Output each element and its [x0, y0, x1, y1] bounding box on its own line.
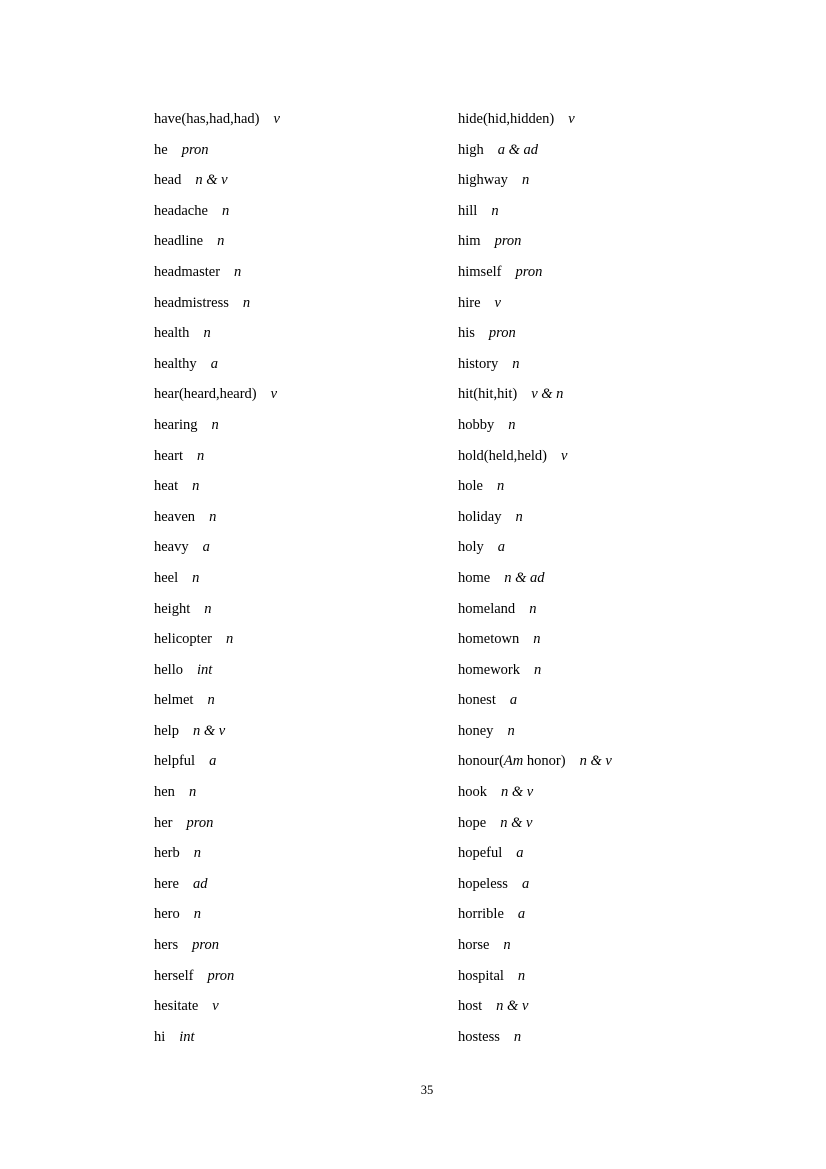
part-of-speech: a: [209, 753, 217, 770]
part-of-speech: n: [513, 1028, 522, 1045]
word-entry: [154, 746, 280, 777]
part-of-speech: n: [196, 447, 205, 464]
word-text: himself: [458, 263, 502, 280]
word-entry: [458, 777, 612, 808]
word-entry: [154, 441, 280, 472]
word-text: highway: [458, 172, 508, 189]
word-text: helicopter: [154, 631, 212, 648]
part-of-speech: int: [197, 661, 213, 678]
word-text: head: [154, 172, 182, 189]
word-text: heaven: [154, 508, 196, 525]
word-entry: [154, 349, 280, 380]
word-text: hopeful: [458, 845, 503, 862]
part-of-speech: n: [512, 355, 520, 372]
word-list-column-left: [154, 104, 280, 1052]
word-entry: [458, 655, 612, 686]
word-text: honey: [458, 722, 494, 739]
word-text: hill: [458, 202, 478, 219]
word-text: heart: [154, 447, 183, 464]
word-text: hit(hit,hit): [458, 386, 518, 403]
word-text: holy: [458, 539, 484, 556]
part-of-speech: n: [192, 478, 200, 495]
part-of-speech: n & v: [195, 172, 228, 189]
part-of-speech: pron: [192, 937, 220, 954]
word-text: horse: [458, 937, 490, 954]
part-of-speech: v: [270, 386, 278, 403]
word-text: him: [458, 233, 481, 250]
word-entry: [458, 563, 612, 594]
part-of-speech: n & v: [501, 784, 534, 801]
word-text: hide(hid,hidden): [458, 111, 555, 127]
word-entry: [458, 532, 612, 563]
word-entry: [154, 226, 280, 257]
word-entry: [154, 685, 280, 716]
part-of-speech: v: [273, 111, 280, 127]
word-entry: [458, 869, 612, 900]
word-entry: [154, 165, 280, 196]
word-text: headmistress: [154, 294, 229, 311]
word-entry: [458, 961, 612, 992]
word-entry: [154, 961, 280, 992]
word-text: hers: [154, 937, 179, 954]
word-text: hear(heard,heard): [154, 386, 257, 403]
word-entry: [154, 104, 280, 135]
part-of-speech: n: [496, 478, 505, 495]
part-of-speech: v: [568, 111, 575, 127]
word-entry: [458, 257, 612, 288]
word-entry: [458, 165, 612, 196]
word-entry: [154, 532, 280, 563]
part-of-speech: n: [209, 508, 217, 525]
part-of-speech: v: [494, 294, 501, 311]
word-text: hire: [458, 294, 481, 311]
word-text: high: [458, 141, 484, 158]
word-entry: [458, 1022, 612, 1053]
word-text: hole: [458, 478, 483, 495]
word-text: hope: [458, 814, 487, 831]
word-text: history: [458, 355, 499, 372]
part-of-speech: pron: [186, 814, 214, 831]
word-text: herself: [154, 967, 194, 984]
word-entry: [458, 502, 612, 533]
part-of-speech: a: [497, 539, 506, 556]
word-entry: [154, 930, 280, 961]
word-text: hen: [154, 784, 175, 801]
word-entry: [458, 226, 612, 257]
word-text: hi: [154, 1028, 166, 1045]
word-text: hold(held,held): [458, 447, 547, 464]
part-of-speech: n & v: [500, 814, 533, 831]
word-entry: [154, 135, 280, 166]
part-of-speech: n: [203, 325, 211, 342]
word-text: height: [154, 600, 191, 617]
part-of-speech: n: [491, 202, 499, 219]
part-of-speech: n: [192, 569, 200, 586]
word-text: homeland: [458, 600, 516, 617]
word-text: heel: [154, 569, 179, 586]
part-of-speech: n: [193, 845, 202, 862]
part-of-speech: n: [517, 967, 526, 984]
word-text: hook: [458, 784, 487, 801]
part-of-speech: v: [561, 447, 568, 464]
word-entry: [458, 471, 612, 502]
part-of-speech: a: [516, 845, 524, 862]
part-of-speech: pron: [181, 141, 209, 158]
word-text: holiday: [458, 508, 502, 525]
word-entry: [154, 777, 280, 808]
word-entry: [154, 624, 280, 655]
word-text: honest: [458, 692, 496, 709]
word-entry: [458, 318, 612, 349]
word-entry: [154, 716, 280, 747]
part-of-speech: v & n: [531, 386, 564, 403]
part-of-speech: n: [533, 631, 541, 648]
word-text: his: [458, 325, 475, 342]
word-text: home: [458, 569, 491, 586]
part-of-speech: ad: [192, 875, 208, 892]
word-entry: [154, 379, 280, 410]
word-entry: [458, 441, 612, 472]
word-entry: [458, 624, 612, 655]
word-text: hospital: [458, 967, 504, 984]
word-entry: [154, 502, 280, 533]
part-of-speech: pron: [207, 967, 235, 984]
word-entry: [154, 594, 280, 625]
word-entry: [458, 196, 612, 227]
word-entry: [458, 349, 612, 380]
word-entry: [458, 379, 612, 410]
word-entry: [154, 318, 280, 349]
part-of-speech: a: [202, 539, 210, 556]
word-text: host: [458, 998, 483, 1015]
part-of-speech: n & ad: [504, 569, 545, 586]
word-entry: [154, 257, 280, 288]
part-of-speech: n: [507, 722, 515, 739]
word-text: horrible: [458, 906, 504, 923]
word-text: hearing: [154, 416, 198, 433]
part-of-speech: n: [242, 294, 251, 311]
word-entry: [458, 991, 612, 1022]
word-text: honour(Am honor): [458, 753, 566, 770]
part-of-speech: a: [509, 692, 518, 709]
word-text: her: [154, 814, 173, 831]
part-of-speech: n: [193, 906, 202, 923]
part-of-speech: a: [521, 875, 530, 892]
page-number: 35: [420, 1083, 434, 1097]
word-text: hopeless: [458, 875, 508, 892]
part-of-speech: n: [534, 661, 542, 678]
word-entry: [154, 563, 280, 594]
part-of-speech: a: [517, 906, 526, 923]
word-entry: [458, 288, 612, 319]
part-of-speech: n: [221, 202, 230, 219]
part-of-speech: n: [207, 692, 215, 709]
word-entry: [458, 685, 612, 716]
part-of-speech: a: [210, 355, 218, 372]
word-entry: [154, 991, 280, 1022]
word-text: hometown: [458, 631, 520, 648]
word-entry: [458, 746, 612, 777]
word-text: hero: [154, 906, 180, 923]
part-of-speech: n: [211, 416, 219, 433]
part-of-speech: n: [503, 937, 511, 954]
word-entry: [458, 808, 612, 839]
word-entry: [458, 930, 612, 961]
word-text: headline: [154, 233, 204, 250]
word-entry: [458, 104, 612, 135]
word-entry: [154, 410, 280, 441]
word-text: headache: [154, 202, 208, 219]
part-of-speech: n: [225, 631, 234, 648]
word-entry: [458, 135, 612, 166]
part-of-speech: a & ad: [497, 141, 539, 158]
part-of-speech: pron: [494, 233, 522, 250]
word-text: hostess: [458, 1028, 500, 1045]
word-text: helpful: [154, 753, 196, 770]
word-text: have(has,had,had): [154, 111, 260, 127]
word-text: help: [154, 722, 179, 739]
word-text: homework: [458, 661, 521, 678]
word-text: herb: [154, 845, 180, 862]
part-of-speech: n: [521, 172, 530, 189]
part-of-speech: n & v: [496, 998, 529, 1015]
word-entry: [154, 471, 280, 502]
word-text: health: [154, 325, 190, 342]
word-entry: [154, 869, 280, 900]
word-entry: [154, 1022, 280, 1053]
part-of-speech: n: [508, 416, 516, 433]
word-entry: [154, 808, 280, 839]
word-entry: [154, 196, 280, 227]
word-text: heavy: [154, 539, 189, 556]
word-entry: [154, 899, 280, 930]
word-text: heat: [154, 478, 179, 495]
word-entry: [458, 899, 612, 930]
part-of-speech: n: [217, 233, 225, 250]
word-text: here: [154, 875, 179, 892]
word-text: he: [154, 141, 168, 158]
part-of-speech: pron: [515, 263, 543, 280]
word-entry: [154, 288, 280, 319]
part-of-speech: n & v: [192, 722, 226, 739]
word-list-column-right: [458, 104, 612, 1052]
part-of-speech: n: [188, 784, 197, 801]
word-entry: [458, 410, 612, 441]
part-of-speech: n: [204, 600, 212, 617]
part-of-speech: n: [529, 600, 537, 617]
word-entry: [458, 838, 612, 869]
word-text: healthy: [154, 355, 197, 372]
word-text: headmaster: [154, 263, 221, 280]
word-entry: [458, 594, 612, 625]
word-entry: [154, 838, 280, 869]
part-of-speech: pron: [488, 325, 516, 342]
word-text: helmet: [154, 692, 194, 709]
word-entry: [154, 655, 280, 686]
word-entry: [458, 716, 612, 747]
word-text: hobby: [458, 416, 495, 433]
word-text: hesitate: [154, 998, 199, 1015]
part-of-speech: int: [179, 1028, 195, 1045]
word-text: hello: [154, 661, 183, 678]
part-of-speech: n: [515, 508, 523, 525]
part-of-speech: v: [212, 998, 219, 1015]
part-of-speech: n & v: [579, 753, 612, 770]
part-of-speech: n: [234, 263, 242, 280]
